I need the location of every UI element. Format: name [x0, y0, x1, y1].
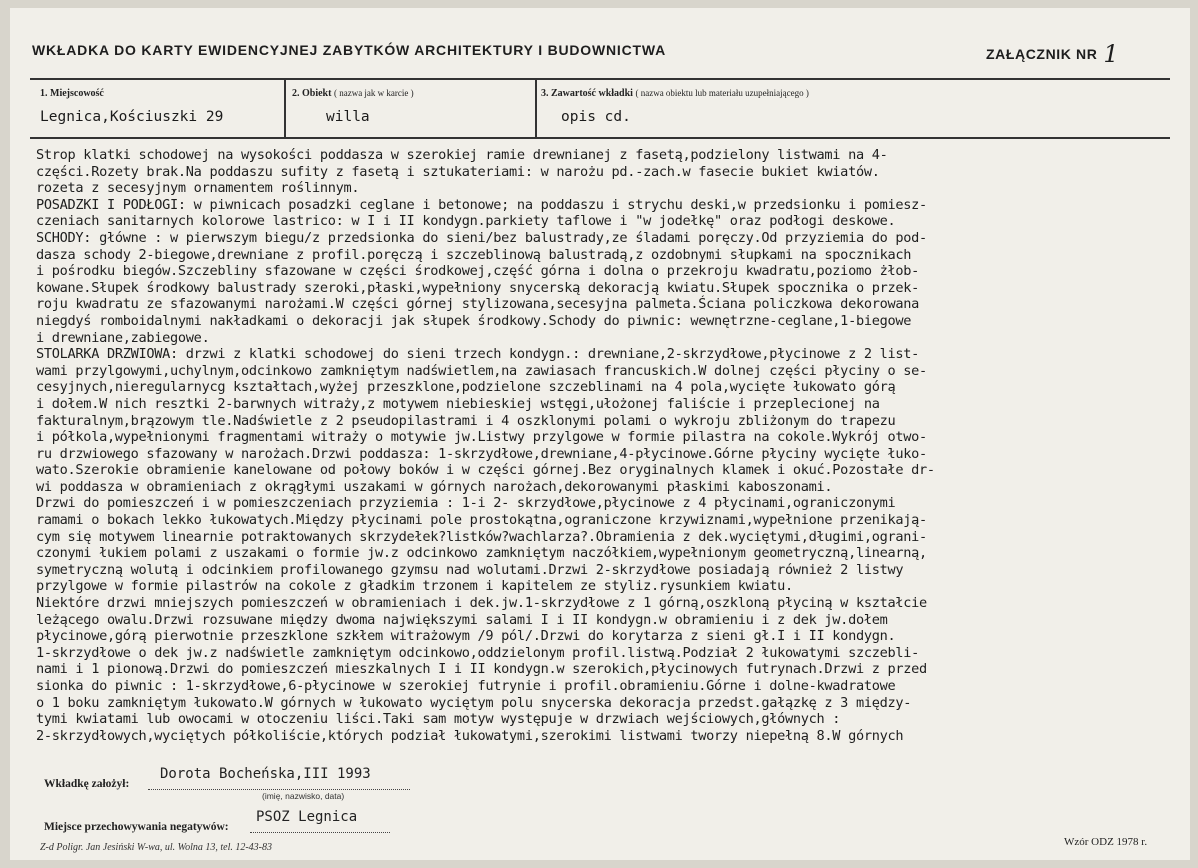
attachment-label-text: ZAŁĄCZNIK NR — [986, 46, 1098, 62]
locality-value: Legnica,Kościuszki 29 — [40, 109, 224, 125]
object-label-text: 2. Obiekt — [292, 88, 332, 99]
text-line: wi poddasza w obramieniach z okrągłymi uszakami w górnych narożach,dekorowanymi płaskimi kaboszonami. — [36, 478, 833, 495]
text-line: płycinowe,górą pierwotnie przeszklone szkłem witrażowym /9 pól/.Drzwi do korytarza z sieni gł.I i II kondygn. — [36, 628, 896, 645]
text-line: nami i 1 pionową.Drzwi do pomieszczeń mieszkalnych I i II kondygn.w szerokich,płycinowych futrynach.Drzwi z przed — [36, 661, 927, 678]
negatives-value: PSOZ Legnica — [256, 809, 358, 825]
text-line: wato.Szerokie obramienie kanelowane od połowy boków i w części górnej.Bez oryginalnych klamek i okuć.Pozostałe dr- — [36, 462, 935, 479]
text-line: sionka do piwnic : 1-skrzydłowe,6-płycinowe w szerokiej futrynie i profil.obramieniu.Górne i dolne-kwadratowe — [36, 678, 896, 694]
object-label — [292, 88, 414, 99]
content-label-text: 3. Zawartość wkładki — [541, 88, 633, 99]
text-line: 1-skrzydłowe o dek jw.z nadświetle zamkniętym odcinkowo,oddzielonym profil.listwą.Podział 2 łukowatymi szczebli- — [36, 644, 920, 661]
founder-value: Dorota Bocheńska,III 1993 — [160, 766, 371, 782]
text-line: symetryczną wolutą i odcinkiem profilowanego gzymsu nad wolutami.Drzwi 2-skrzydłowe posiadają również 2 listwy — [36, 561, 904, 578]
content-value: opis cd. — [561, 109, 631, 125]
content-label — [541, 88, 809, 99]
text-line: SCHODY: główne : w pierwszym biegu/z przedsionka do sieni/bez balustrady,ze śladami poręczy.Od przyziemia do pod- — [36, 229, 927, 246]
text-line: cym się motywem linearnie potraktowanych skrzydełek?listków?wachlarza?.Obramienia z dek.wyciętymi,długimi,ograni- — [36, 528, 927, 545]
object-value: willa — [326, 109, 370, 125]
text-line: wami przylgowymi,uchylnym,odcinkowo zamkniętym nadświetlem,na zawiasach francuskich.W dolnej części płyciny o se- — [36, 362, 927, 379]
object-hint: ( nazwa jak w karcie ) — [333, 88, 414, 98]
founder-hint: (imię, nazwisko, data) — [262, 791, 345, 801]
founder-label: Wkładkę założył: — [44, 778, 130, 790]
description-text — [36, 147, 1186, 744]
text-line: niegdyś romboidalnymi nakładkami o dekoracji jak słupek środkowy.Schody do piwnic: wewnętrzne-ceglane,1-biegowe — [36, 312, 912, 329]
text-line: czeniach sanitarnych kolorowe lastrico: w I i II kondygn.parkiety taflowe i "w jodełkę" oraz podłogi deskowe. — [36, 213, 896, 230]
text-line: cesyjnych,nieregularnycg kształtach,wyżej przeszklone,podzielone szczeblinami na 4 pola,wycięte łukowato górą — [36, 379, 896, 396]
text-line: i pośrodku biegów.Szczebliny sfazowane w części środkowej,część górna i dolna o przekroju kwadratu,poziomo żłob- — [36, 263, 920, 280]
text-line: Niektóre drzwi mniejszych pomieszczeń w obramieniach i dek.jw.1-skrzydłowe z 1 górną,oszkloną płyciną w kształcie — [36, 595, 927, 612]
text-line: kowane.Słupek środkowy balustrady szeroki,płaski,wypełniony snycerską dekoracją kwiatu.Słupek spocznika o przek- — [36, 279, 920, 296]
text-line: ru drzwiowego sfazowany w narożach.Drzwi poddasza: 1-skrzydłowe,drewniane,4-płycinowe.Górne płyciny wycięte łuko- — [36, 445, 927, 462]
text-line: roju kwadratu ze sfazowanymi narożami.W części górnej stylizowana,secesyjna palmeta.Ściana policzkowa dekorowana — [36, 296, 920, 313]
text-line: i półkola,wypełnionymi fragmentami witraży o motywie jw.Listwy przylgowe w formie pilastra na cokole.Wykrój otwo- — [36, 429, 927, 446]
text-line: i dołem.W nich resztki 2-barwnych witraży,z motywem niebieskiej wstęgi,ułożonej faliście i przeplecionej na — [36, 395, 880, 412]
content-hint: ( nazwa obiektu lub materiału uzupełniającego ) — [635, 88, 809, 98]
text-line: przylgowe w formie pilastrów na cokole z gładkim trzonem i kapitelem ze styliz.rysunkiem kwiatu. — [36, 578, 793, 595]
text-line: leżącego owalu.Drzwi rozsuwane między dwoma największymi salami I i II kondygn.w obramieniu i z dek jw.dołem — [36, 611, 888, 628]
locality-label: 1. Miejscowość — [40, 88, 104, 99]
text-line: i drewniane,zabiegowe. — [36, 329, 210, 346]
text-line: części.Rozety brak.Na poddaszu sufity z fasetą i sztukateriami: w narożu pd.-zach.w fasecie bukiet kwiatów. — [36, 163, 880, 180]
founder-dotted-line — [148, 789, 410, 790]
negatives-dotted-line — [250, 832, 390, 833]
text-line: tymi kwiatami lub owocami w otoczeniu liści.Taki sam motyw występuje w drzwiach wejściowych,głównych : — [36, 711, 841, 728]
text-line: fakturalnym,brązowym tle.Nadświetle z 2 pseudopilastrami i 4 oszklonymi polami o wykroju zbliżonym do trapezu — [36, 412, 896, 429]
text-line: Strop klatki schodowej na wysokości poddasza w szerokiej ramie drewnianej z fasetą,podzielony listwami na 4- — [36, 147, 888, 163]
text-line: POSADZKI I PODŁOGI: w piwnicach posadzki ceglane i betonowe; na poddaszu i strychu deski,w przedsionku i pomiesz- — [36, 196, 927, 213]
text-line: dasza schody 2-biegowe,drewniane z profil.poręczą i szczeblinową balustradą,z ozdobnymi słupkami na spocznikach — [36, 246, 912, 263]
text-line: o 1 boku zamkniętym łukowato.W górnych w łukowato wyciętym polu snycerska dekoracja przedst.gałązkę z 3 między- — [36, 694, 912, 711]
text-line: czonymi łukiem polami z uszakami o formie jw.z odcinkowo zamkniętym naczółkiem,wypełnionym geometryczną,linearną, — [36, 545, 927, 562]
attachment-label — [986, 40, 1119, 68]
text-line: 2-skrzydłowych,wyciętych półkoliście,których podział łukowatymi,szerokimi listwami tworzy niepełną 8.W górnych — [36, 727, 904, 744]
field-divider-2 — [535, 78, 537, 138]
text-line: Drzwi do pomieszczeń i w pomieszczeniach przyziemia : 1-i 2- skrzydłowe,płycinowe z 4 płycinami,ograniczonymi — [36, 495, 896, 512]
form-title: WKŁADKA DO KARTY EWIDENCYJNEJ ZABYTKÓW ARCHITEKTURY I BUDOWNICTWA — [32, 42, 667, 58]
header-top-rule — [30, 78, 1170, 80]
form-pattern-note: Wzór ODZ 1978 r. — [1064, 836, 1148, 848]
negatives-label: Miejsce przechowywania negatywów: — [44, 821, 229, 833]
text-line: ramami o bokach lekko łukowatych.Między płycinami pole prostokątna,ograniczone krzywiznami,wypełnione przenikają- — [36, 512, 927, 529]
attachment-number: 1 — [1103, 40, 1120, 68]
text-line: rozeta z secesyjnym ornamentem roślinnym. — [36, 180, 360, 197]
field-divider-1 — [284, 78, 286, 138]
header-bottom-rule — [30, 137, 1170, 139]
printer-imprint: Z-d Poligr. Jan Jesiński W-wa, ul. Wolna 13, tel. 12-43-83 — [40, 842, 273, 853]
text-line: STOLARKA DRZWIOWA: drzwi z klatki schodowej do sieni trzech kondygn.: drewniane,2-skrzydłowe,płycinowe z 2 list- — [36, 346, 920, 363]
